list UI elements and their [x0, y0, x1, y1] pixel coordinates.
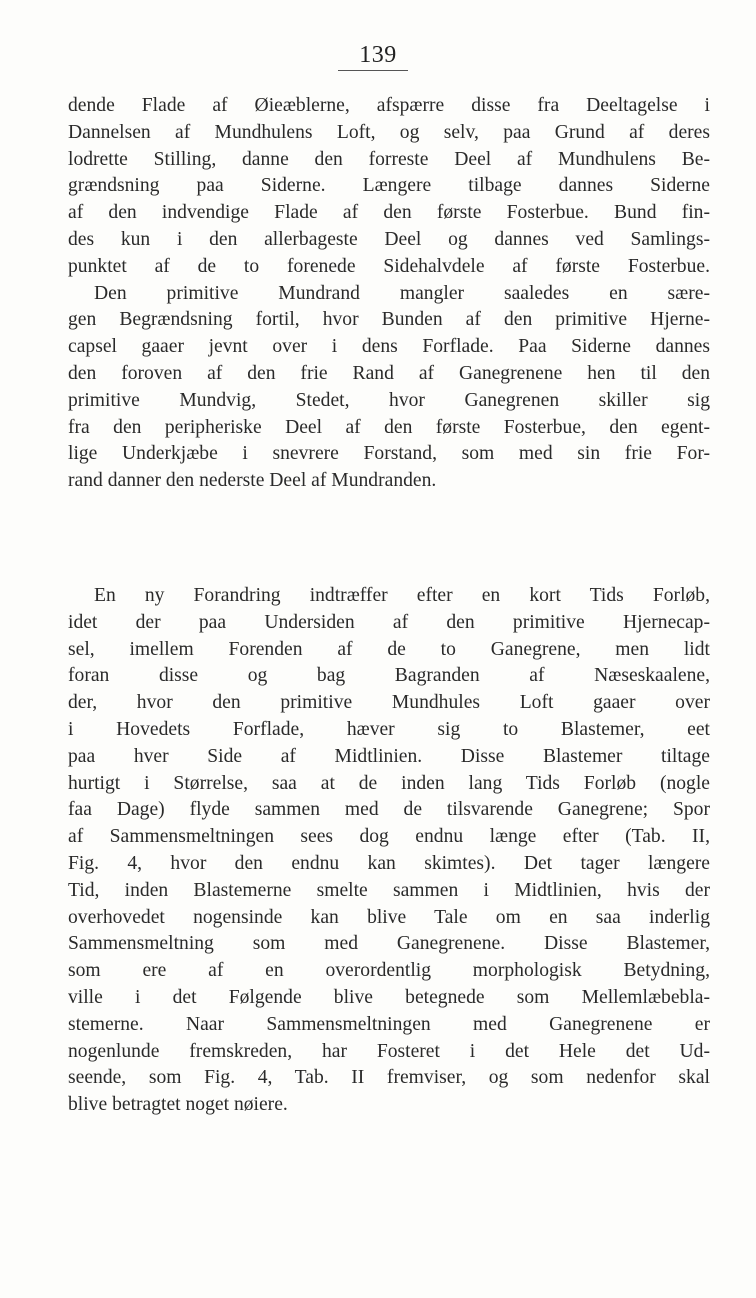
text-line: ville i det Følgende blive betegnede som Mellemlæbebla- [68, 986, 710, 1008]
text-line: nogenlunde fremskreden, har Fosteret i det Hele det Ud- [68, 1040, 710, 1062]
text-line: Sammensmeltning som med Ganegrenene. Disse Blastemer, [68, 933, 710, 955]
text-line: Den primitive Mundrand mangler saaledes en sære- [94, 282, 710, 304]
text-line: lige Underkjæbe i snevrere Forstand, som med sin frie For- [68, 443, 710, 465]
text-line: overhovedet nogensinde kan blive Tale om en saa inderlig [68, 906, 710, 928]
text-line: stemerne. Naar Sammensmeltningen med Ganegrenene er [68, 1013, 710, 1035]
text-line: En ny Forandring indtræffer efter en kort Tids Forløb, [94, 585, 710, 606]
text-line: af den indvendige Flade af den første Fosterbue. Bund fin- [68, 202, 710, 224]
text-line: fra den peripheriske Deel af den første Fosterbue, den egent- [68, 416, 710, 438]
text-line: blive betragtet noget nøiere. [68, 1094, 288, 1116]
text-line: der, hvor den primitive Mundhules Loft gaaer over [68, 692, 710, 714]
text-line: som ere af en overordentlig morphologisk Betydning, [68, 960, 710, 982]
text-line: gen Begrændsning fortil, hvor Bunden af den primitive Hjerne- [68, 309, 710, 331]
text-line: paa hver Side af Midtlinien. Disse Blastemer tiltage [68, 745, 710, 767]
page-number-rule [338, 70, 408, 71]
text-line: Tid, inden Blastemerne smelte sammen i Midtlinien, hvis der [68, 879, 710, 901]
text-line: faa Dage) flyde sammen med de tilsvarende Ganegrene; Spor [68, 799, 710, 821]
text-line: capsel gaaer jevnt over i dens Forflade. Paa Siderne dannes [68, 336, 710, 358]
text-line: rand danner den nederste Deel af Mundranden. [68, 470, 437, 492]
text-line: primitive Mundvig, Stedet, hvor Ganegrenen skiller sig [68, 389, 710, 411]
text-line: des kun i den allerbageste Deel og dannes ved Samlings- [68, 228, 710, 250]
text-line: Dannelsen af Mundhulens Loft, og selv, paa Grund af deres [68, 121, 710, 143]
text-line: grændsning paa Siderne. Længere tilbage dannes Siderne [68, 175, 710, 197]
page-number: 139 [359, 42, 397, 68]
text-line: seende, som Fig. 4, Tab. II fremviser, og som nedenfor skal [68, 1067, 710, 1089]
text-line: idet der paa Undersiden af den primitive Hjernecap- [68, 611, 710, 633]
text-line: den foroven af den frie Rand af Ganegrenene hen til den [68, 362, 710, 384]
text-line: punktet af de to forenede Sidehalvdele af første Fosterbue. [68, 255, 710, 277]
paragraph-2 [68, 583, 710, 1119]
text-line: i Hovedets Forflade, hæver sig to Blastemer, eet [68, 718, 710, 740]
paragraph-1 [68, 93, 710, 495]
text-line: hurtigt i Størrelse, saa at de inden lang Tids Forløb (nogle [68, 772, 710, 794]
text-line: dende Flade af Øieæblerne, afspærre disse fra Deeltagelse i [68, 95, 710, 116]
text-line: af Sammensmeltningen sees dog endnu længe efter (Tab. II, [68, 826, 710, 848]
text-line: Fig. 4, hvor den endnu kan skimtes). Det tager længere [68, 852, 710, 874]
text-line: sel, imellem Forenden af de to Ganegrene, men lidt [68, 638, 710, 660]
text-line: foran disse og bag Bagranden af Næseskaalene, [68, 665, 710, 687]
text-line: lodrette Stilling, danne den forreste Deel af Mundhulens Be- [68, 148, 710, 170]
